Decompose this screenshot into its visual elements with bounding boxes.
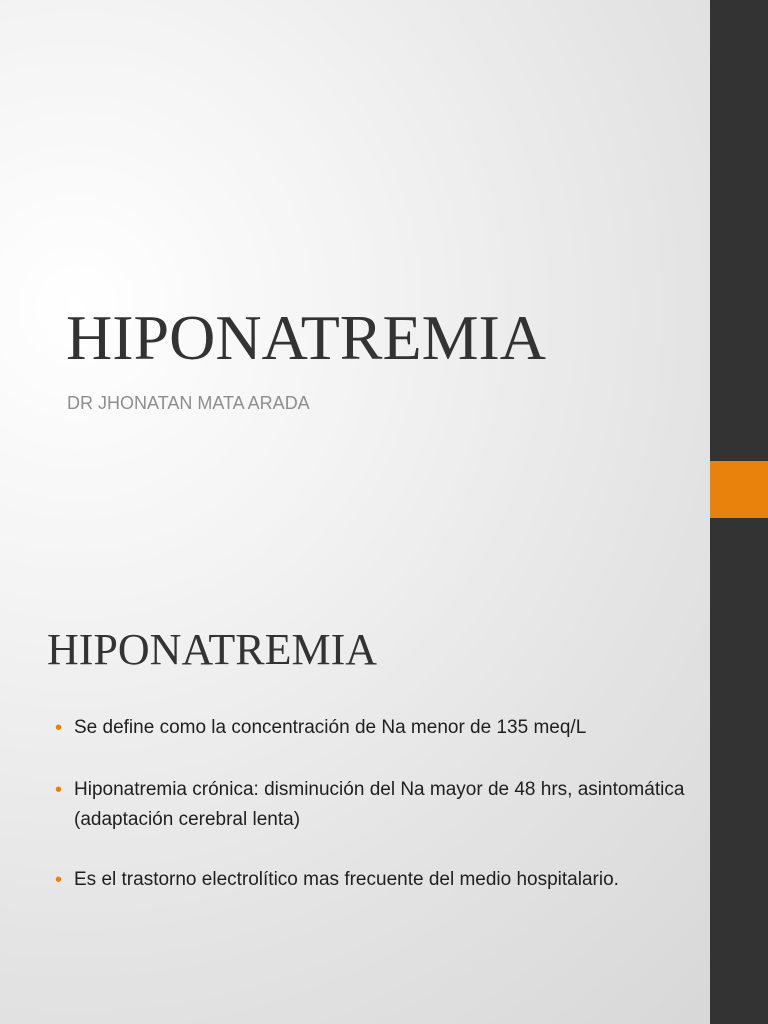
sidebar-bar bbox=[710, 0, 768, 1024]
sidebar-accent-block bbox=[710, 461, 768, 518]
bullet-item bbox=[55, 775, 705, 835]
bullet-icon: • bbox=[55, 779, 63, 801]
slide-subtitle-author: DR JHONATAN MATA ARADA bbox=[67, 393, 310, 413]
content-heading: HIPONATREMIA bbox=[47, 625, 377, 674]
bullet-text: Se define como la concentración de Na menor de 135 meq/L bbox=[74, 717, 587, 738]
bullet-icon: • bbox=[55, 717, 63, 739]
bullet-text: Hiponatremia crónica: disminución del Na mayor de 48 hrs, asintomática (adaptación cerebral lenta) bbox=[74, 779, 685, 830]
bullet-icon: • bbox=[55, 869, 63, 891]
bullet-text: Es el trastorno electrolítico mas frecuente del medio hospitalario. bbox=[74, 869, 619, 890]
bullet-item bbox=[55, 865, 705, 895]
slide-title: HIPONATREMIA bbox=[66, 302, 546, 373]
bullet-list bbox=[55, 713, 705, 927]
bullet-item bbox=[55, 713, 705, 743]
